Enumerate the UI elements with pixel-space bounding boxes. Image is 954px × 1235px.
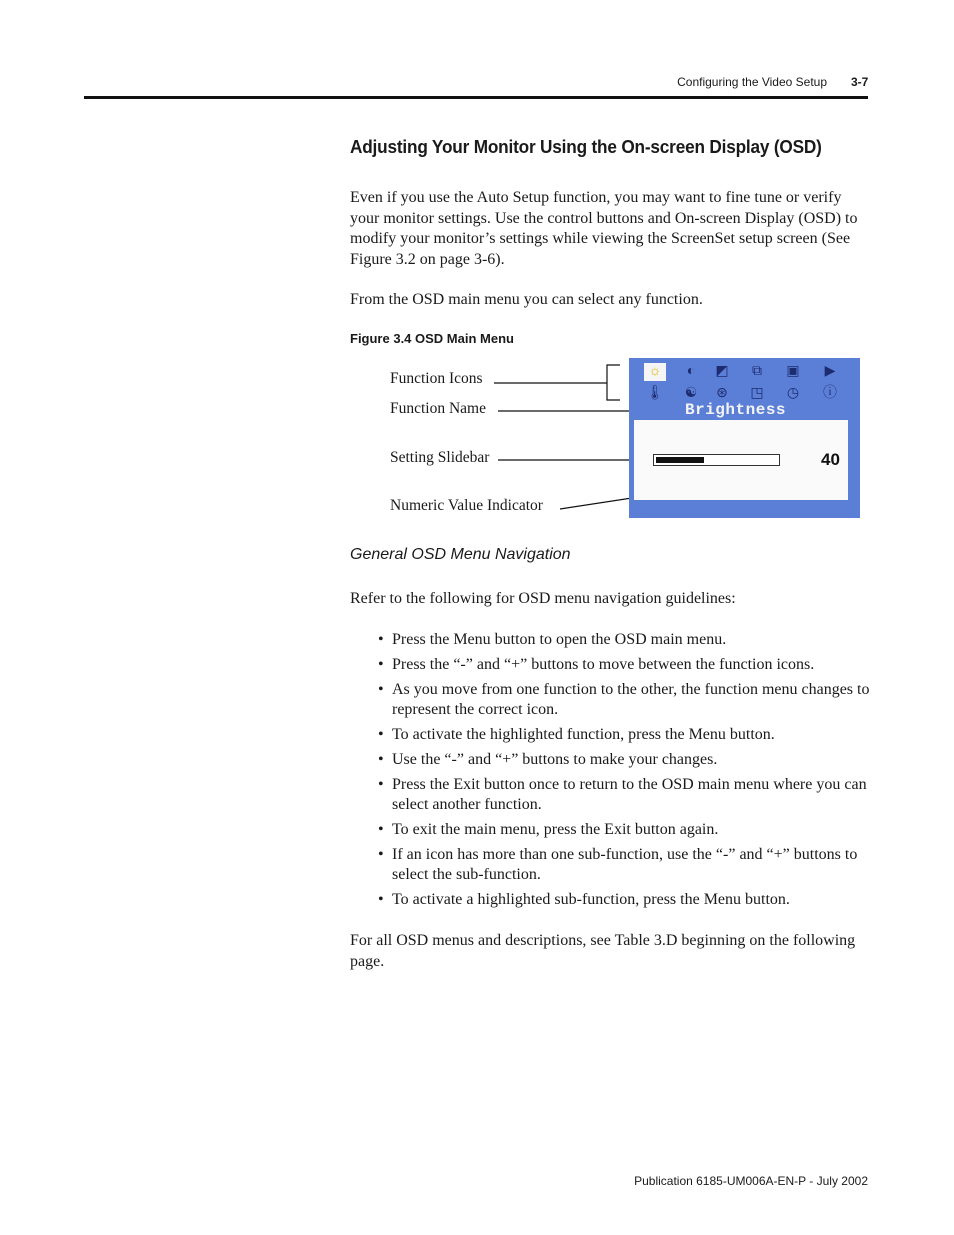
list-item: • To exit the main menu, press the Exit button again.: [376, 820, 871, 840]
list-item: • Press the Menu button to open the OSD main menu.: [376, 630, 871, 650]
nav-lead-paragraph: Refer to the following for OSD menu navigation guidelines:: [350, 590, 736, 607]
slidebar-fill: [656, 457, 704, 463]
list-item: • As you move from one function to the other, the function menu changes to represent the correct icon.: [376, 680, 871, 720]
video-icon: ▶: [824, 364, 836, 379]
figure-caption: Figure 3.4 OSD Main Menu: [350, 331, 514, 346]
label-numeric-value: Numeric Value Indicator: [390, 497, 543, 514]
position-icon: ◩: [715, 364, 729, 379]
label-function-icons: Function Icons: [390, 370, 483, 387]
reset-icon: ⊛: [716, 386, 728, 401]
color-icon: ☯: [684, 386, 698, 401]
publication-footer: Publication 6185-UM006A-EN-P - July 2002: [634, 1174, 868, 1188]
running-header-section: Configuring the Video Setup: [677, 75, 827, 89]
intro-paragraph-2: From the OSD main menu you can select any function.: [350, 291, 703, 308]
clock-icon: ◷: [786, 386, 800, 401]
intro-paragraph: Even if you use the Auto Setup function, you may want to fine tune or verify your monitor settings. Use the control buttons and On-screen Display (OSD) to modify your monitor’s settings while viewing the ScreenSet setup screen (See Figure 3.2 on page 3-6).: [350, 189, 858, 268]
label-function-name: Function Name: [390, 400, 486, 417]
list-item: • To activate the highlighted function, press the Menu button.: [376, 725, 871, 745]
size-icon: ⧉: [752, 364, 762, 379]
section-title: Adjusting Your Monitor Using the On-screen Display (OSD): [350, 136, 822, 157]
brightness-icon: ☼: [644, 363, 666, 381]
list-item: • Press the Exit button once to return to the OSD main menu where you can select another function.: [376, 775, 871, 815]
contrast-icon: ◐: [686, 364, 696, 379]
closing-paragraph: For all OSD menus and descriptions, see Table 3.D beginning on the following page.: [350, 932, 856, 970]
list-item: • Press the “-” and “+” buttons to move between the function icons.: [376, 655, 871, 675]
function-icons-row: [629, 360, 860, 402]
list-item: • Use the “-” and “+” buttons to make your changes.: [376, 750, 871, 770]
osd-main-menu-image: [629, 358, 860, 518]
window-icon: ◳: [750, 386, 764, 401]
navigation-guidelines-list: [376, 630, 871, 915]
list-item: • If an icon has more than one sub-function, use the “-” and “+” buttons to select the sub-function.: [376, 845, 871, 885]
icons-bracket: [607, 365, 620, 400]
osd-setting-panel: [634, 420, 848, 500]
info-icon: ⓘ: [823, 386, 837, 401]
numeric-value-indicator: 40: [821, 450, 840, 469]
zoom-icon: ▣: [786, 364, 800, 379]
osd-function-name: Brightness: [685, 401, 787, 419]
color-temp-icon: 🌡: [646, 386, 664, 401]
setting-slidebar: [653, 454, 780, 466]
label-setting-slidebar: Setting Slidebar: [390, 449, 490, 466]
list-item: • To activate a highlighted sub-function, press the Menu button.: [376, 890, 871, 910]
running-header-page-number: 3-7: [851, 75, 869, 89]
subsection-heading: General OSD Menu Navigation: [350, 546, 571, 563]
